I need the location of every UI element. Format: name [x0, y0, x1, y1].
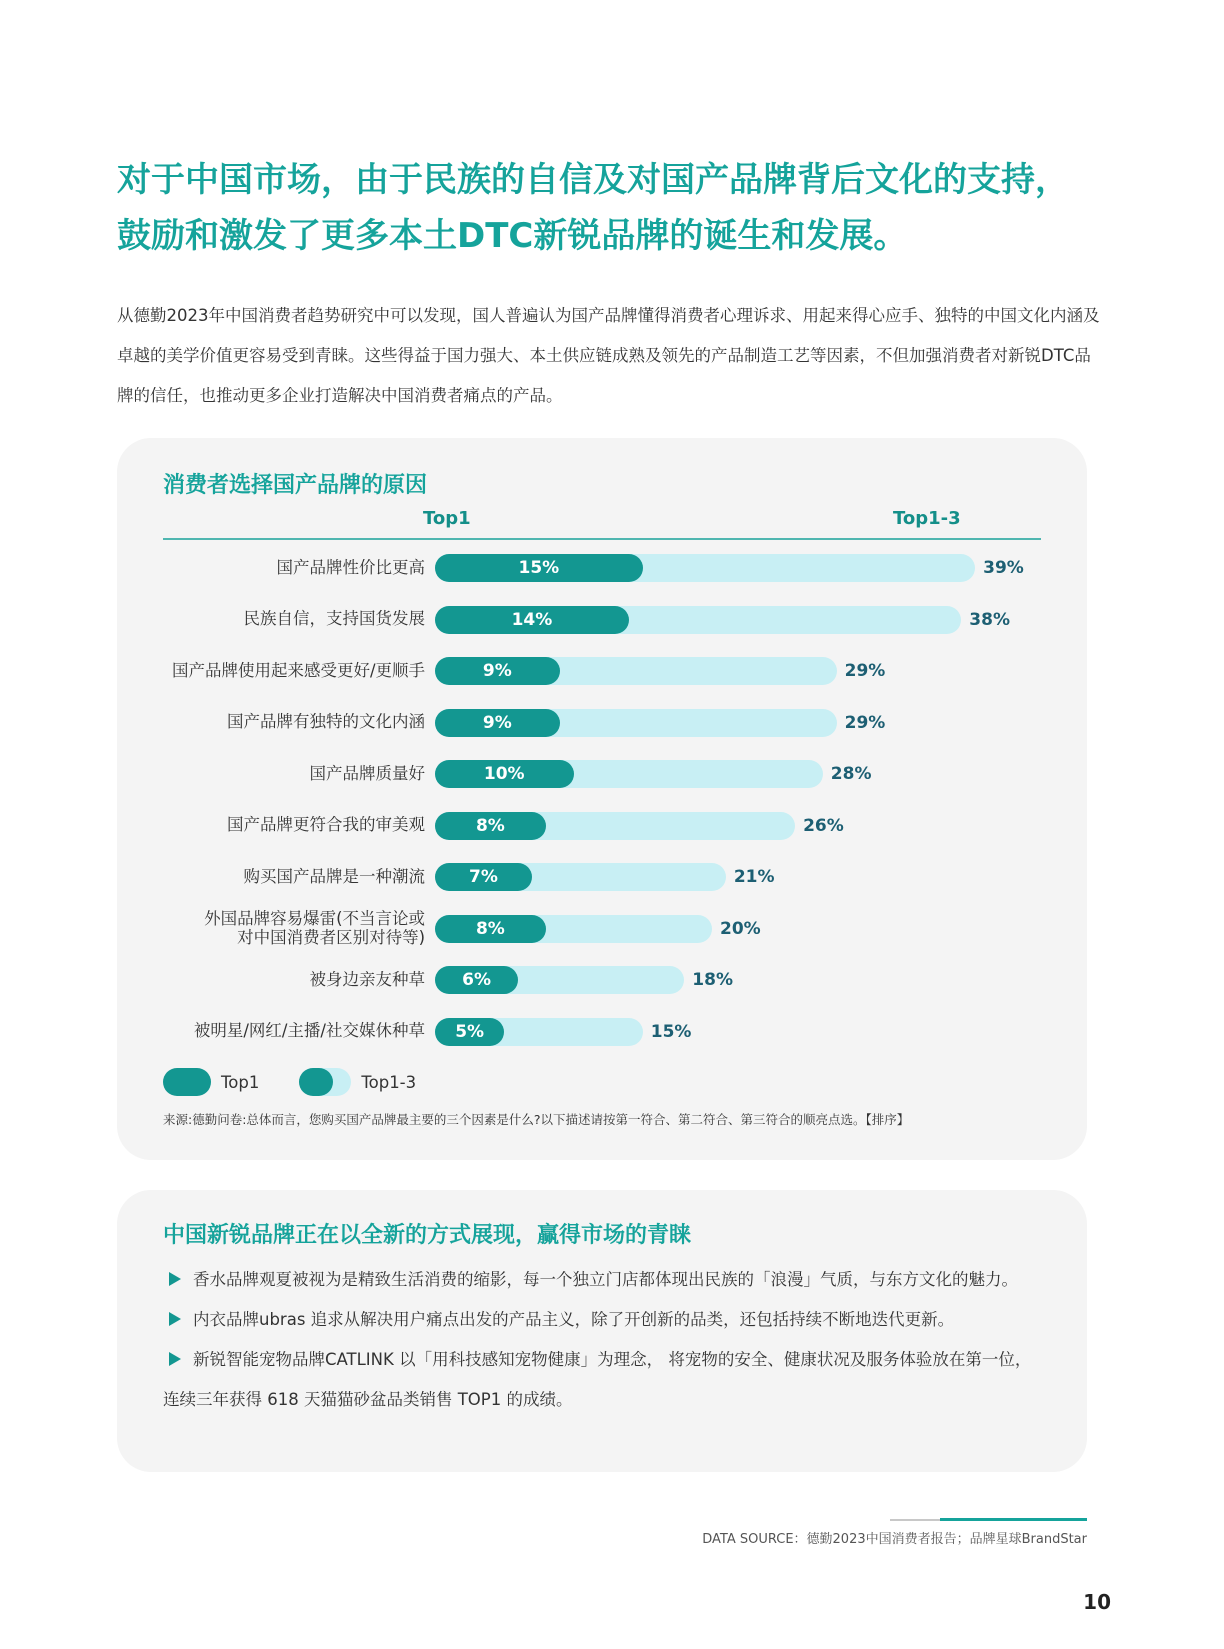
category-label: 被身边亲友种草 [309, 969, 425, 989]
legend-swatch-top1 [163, 1068, 211, 1096]
list-item [163, 1260, 1045, 1300]
data-label-top1-3: 15% [650, 1021, 692, 1042]
brands-title: 中国新锐品牌正在以全新的方式展现，赢得市场的青睐 [163, 1223, 692, 1248]
chart-row [117, 756, 1087, 790]
category-label: 国产品牌质量好 [309, 763, 425, 783]
triangle-bullet-icon [169, 1272, 181, 1286]
chart-row [117, 602, 1087, 636]
category-label: 国产品牌更符合我的审美观 [227, 815, 425, 834]
legend-label-top1-3: Top1-3 [361, 1072, 417, 1092]
data-label-top1: 14% [511, 609, 553, 630]
data-label-top1: 8% [475, 918, 505, 939]
data-label-top1-3: 20% [720, 918, 761, 939]
data-label-top1: 8% [475, 815, 505, 836]
brands-list [163, 1260, 1045, 1420]
brands-card [117, 1190, 1087, 1472]
data-label-top1: 9% [482, 712, 512, 733]
page-number: 10 [1083, 1590, 1111, 1614]
data-label-top1-3: 18% [692, 970, 733, 990]
bar-top1 [435, 966, 518, 994]
bar-top1 [435, 1018, 504, 1046]
chart-row [117, 653, 1087, 687]
category-label: 民族自信，支持国货发展 [243, 609, 425, 628]
column-header-top1-3: Top1-3 [893, 508, 961, 529]
list-item-text: 内衣品牌ubras 追求从解决用户痛点出发的产品主义，除了开创新的品类，还包括持续不断地迭代更新。 [193, 1310, 955, 1329]
list-item [163, 1300, 1045, 1340]
chart-row [117, 962, 1087, 996]
bar-top1 [435, 657, 560, 685]
data-label-top1-3: 28% [830, 764, 872, 784]
list-item [163, 1340, 1045, 1420]
bar-top1 [435, 915, 546, 943]
footer-divider-accent [940, 1518, 1087, 1521]
data-label-top1: 9% [482, 661, 512, 681]
data-label-top1-3: 39% [983, 558, 1024, 578]
bar-top1 [435, 760, 574, 788]
data-source: DATA SOURCE：德勤2023中国消费者报告；品牌星球BrandStar [702, 1532, 1087, 1547]
headline-line-2: 鼓励和激发了更多本土DTC新锐品牌的诞生和发展。 [117, 216, 908, 256]
chart-row [117, 705, 1087, 739]
data-label-top1-3: 29% [844, 712, 886, 733]
legend-label-top1: Top1 [221, 1072, 260, 1092]
bar-top1 [435, 554, 643, 582]
headline-line-1: 对于中国市场，由于民族的自信及对国产品牌背后文化的支持， [117, 160, 1069, 200]
chart-row [117, 1014, 1087, 1048]
data-label-top1-3: 26% [803, 815, 844, 836]
data-label-top1: 7% [469, 867, 498, 887]
list-item-text: 新锐智能宠物品牌CATLINK 以「用科技感知宠物健康」为理念， 将宠物的安全、健康状况及服务体验放在第一位，连续三年获得 618 天猫猫砂盆品类销售 TOP1 的成绩。 [163, 1350, 1032, 1409]
bar-top1 [435, 606, 629, 634]
data-label-top1-3: 38% [969, 609, 1010, 630]
page-headline [117, 152, 1117, 264]
category-label: 购买国产品牌是一种潮流 [243, 866, 425, 886]
category-label: 国产品牌有独特的文化内涵 [227, 712, 425, 731]
data-label-top1-3: 29% [844, 661, 886, 681]
intro-paragraph: 从德勤2023年中国消费者趋势研究中可以发现，国人普遍认为国产品牌懂得消费者心理诉求、用起来得心应手、独特的中国文化内涵及卓越的美学价值更容易受到青睐。这些得益于国力强大、本土供应链成熟及领先的产品制造工艺等因素，不但加强消费者对新锐DTC品牌的信任，也推动更多企业打造解决中国消费者痛点的产品。 [117, 306, 1100, 405]
bar-top1 [435, 812, 546, 840]
data-label-top1: 15% [518, 558, 560, 578]
chart-row [117, 859, 1087, 893]
chart-row [117, 550, 1087, 584]
column-header-top1: Top1 [423, 508, 471, 529]
category-label: 外国品牌容易爆雷(不当言论或 对中国消费者区别对待等) [204, 908, 425, 947]
bar-top1 [435, 863, 532, 891]
data-label-top1: 6% [462, 970, 491, 990]
chart-row [117, 908, 1087, 947]
header-divider [163, 538, 1041, 540]
triangle-bullet-icon [169, 1312, 181, 1326]
chart-card [117, 438, 1087, 1160]
chart-source-note: 来源:德勤问卷:总体而言，您购买国产品牌最主要的三个因素是什么?以下描述请按第一符合、第二符合、第三符合的顺亮点选。【排序】 [163, 1112, 910, 1127]
bar-top1 [435, 709, 560, 737]
legend-swatch-top1-3 [299, 1068, 351, 1096]
list-item-text: 香水品牌观夏被视为是精致生活消费的缩影，每一个独立门店都体现出民族的「浪漫」气质，与东方文化的魅力。 [193, 1270, 1018, 1289]
chart-title: 消费者选择国产品牌的原因 [163, 473, 428, 498]
category-label: 国产品牌使用起来感受更好/更顺手 [171, 660, 425, 680]
chart-row [117, 808, 1087, 842]
data-label-top1: 10% [483, 764, 525, 784]
category-label: 国产品牌性价比更高 [276, 557, 425, 577]
category-label: 被明星/网红/主播/社交媒休种草 [193, 1021, 425, 1040]
data-label-top1: 5% [455, 1021, 485, 1042]
triangle-bullet-icon [169, 1352, 181, 1366]
data-label-top1-3: 21% [733, 867, 775, 887]
chart-legend [163, 1068, 456, 1096]
